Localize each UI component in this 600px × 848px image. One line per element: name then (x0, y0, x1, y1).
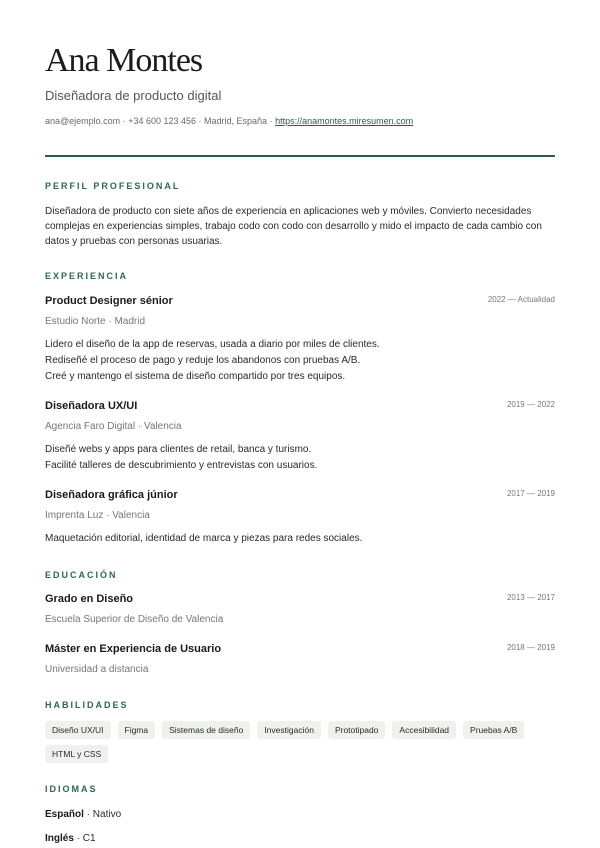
degree-institution: Escuela Superior de Diseño de Valencia (45, 614, 224, 625)
job-description (45, 337, 555, 385)
skill-tag: Accesibilidad (392, 721, 456, 739)
job-line: Rediseñé el proceso de pago y reduje los abandonos con pruebas A/B. (45, 355, 361, 366)
job-line: Diseñé webs y apps para clientes de retail, banca y turismo. (45, 444, 312, 455)
section-title-profile: PERFIL PROFESIONAL (45, 181, 181, 191)
skill-tag: HTML y CSS (45, 745, 108, 763)
education-entry (45, 642, 555, 676)
job-line: Maquetación editorial, identidad de marca y piezas para redes sociales. (45, 533, 363, 544)
skill-tag: Sistemas de diseño (162, 721, 250, 739)
experience-entry (45, 294, 555, 385)
language-item (45, 808, 121, 822)
candidate-name: Ana Montes (45, 42, 203, 79)
degree-dates: 2018 — 2019 (506, 643, 555, 652)
job-dates: 2017 — 2019 (506, 489, 555, 498)
contact-separator: · (196, 116, 205, 126)
website-link[interactable]: https://anamontes.miresumen.com (275, 116, 414, 126)
section-title-experience: EXPERIENCIA (45, 271, 129, 281)
skill-tag: Figma (118, 721, 156, 739)
job-title: Diseñadora UX/UI (45, 400, 138, 412)
header-divider (45, 155, 555, 157)
skill-tag: Investigación (257, 721, 321, 739)
job-organization: Agencia Faro Digital · Valencia (45, 421, 182, 432)
job-description (45, 531, 555, 547)
language-item (45, 832, 96, 846)
job-dates: 2022 — Actualidad (487, 295, 555, 304)
degree-institution: Universidad a distancia (45, 664, 149, 675)
contact-email: ana@ejemplo.com (45, 116, 121, 126)
language-separator: · (73, 833, 83, 844)
job-organization: Estudio Norte · Madrid (45, 316, 146, 327)
section-title-languages: IDIOMAS (45, 784, 98, 794)
job-dates: 2019 — 2022 (506, 400, 555, 409)
degree-title: Grado en Diseño (45, 593, 134, 605)
language-level: Nativo (92, 809, 122, 820)
language-name: Inglés (45, 833, 74, 844)
experience-entry (45, 488, 555, 547)
job-line: Lidero el diseño de la app de reservas, usada a diario por miles de clientes. (45, 339, 380, 350)
contact-separator: · (267, 116, 276, 126)
job-line: Facilité talleres de descubrimiento y entrevistas con usuarios. (45, 460, 318, 471)
section-title-education: EDUCACIÓN (45, 570, 118, 580)
job-organization: Imprenta Luz · Valencia (45, 510, 150, 521)
language-name: Español (45, 809, 84, 820)
experience-entry (45, 399, 555, 474)
skill-tag: Prototipado (328, 721, 385, 739)
profile-text: Diseñadora de producto con siete años de experiencia en aplicaciones web y móviles. Convierto necesidades complejas en experiencias simples, trabajo codo con codo con desarrollo y mido el impacto de cada cambio con datos y pruebas con personas usuarias. (45, 206, 542, 247)
job-description (45, 442, 555, 474)
job-title: Product Designer sénior (45, 295, 173, 307)
skill-tag: Pruebas A/B (463, 721, 524, 739)
contact-phone: +34 600 123 456 (128, 116, 197, 126)
language-level: C1 (82, 833, 96, 844)
section-title-skills: HABILIDADES (45, 700, 129, 710)
education-entry (45, 592, 555, 626)
contact-line (45, 115, 413, 127)
job-line: Creé y mantengo el sistema de diseño compartido por tres equipos. (45, 371, 346, 382)
degree-dates: 2013 — 2017 (506, 593, 555, 602)
skills-list (45, 721, 555, 763)
job-title: Diseñadora gráfica júnior (45, 489, 178, 501)
contact-location: Madrid, España (204, 116, 268, 126)
contact-separator: · (120, 116, 129, 126)
candidate-role: Diseñadora de producto digital (45, 88, 222, 103)
language-separator: · (83, 809, 93, 820)
degree-title: Máster en Experiencia de Usuario (45, 643, 222, 655)
skill-tag: Diseño UX/UI (45, 721, 111, 739)
